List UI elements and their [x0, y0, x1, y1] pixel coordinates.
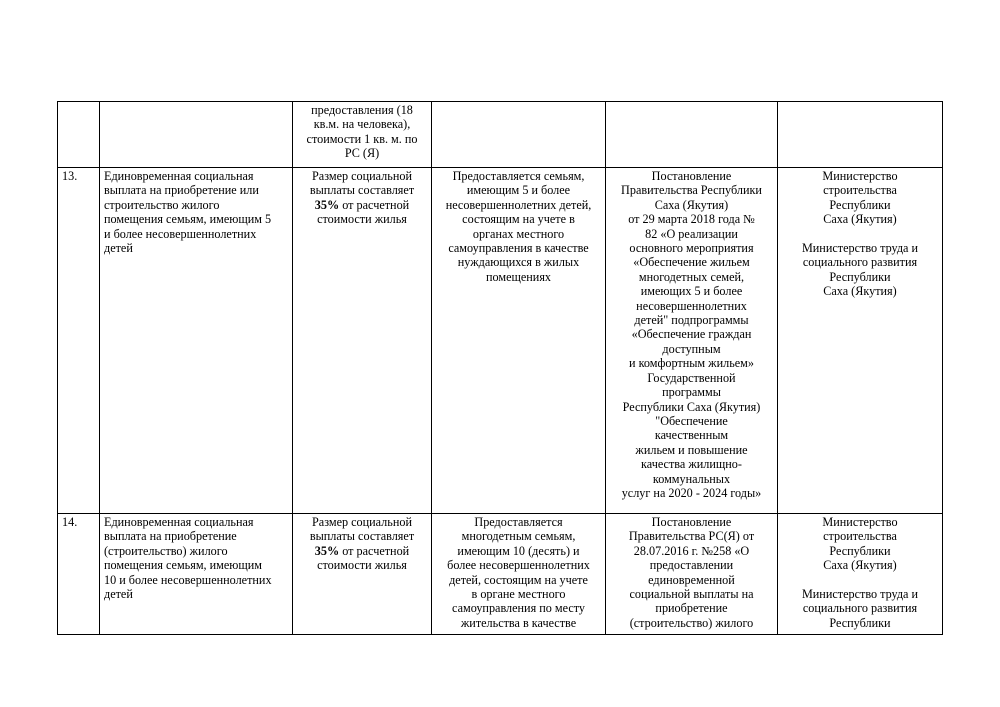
- cell-size: [293, 168, 432, 514]
- responsible-authority: Министерство строительства Республики Саха (Якутия) Министерство труда и социального развития Республики: [801, 515, 919, 630]
- cell-authority: [778, 514, 943, 635]
- benefit-size-percent: 35%: [314, 543, 340, 558]
- cell-size: [293, 102, 432, 168]
- benefit-conditions: Предоставляется семьям, имеющим 5 и более несовершеннолетних детей, состоящим на учете в органах местного самоуправления в качестве нуждающихся в жилых помещениях: [445, 169, 592, 284]
- benefits-table: [57, 101, 943, 635]
- cell-act: [606, 168, 778, 514]
- responsible-authority: Министерство строительства Республики Саха (Якутия) Министерство труда и социального развития Республики Саха (Якутия): [801, 169, 919, 299]
- cell-act: [606, 102, 778, 168]
- benefit-size-text-end: от расчетной стоимости жилья: [317, 197, 410, 227]
- benefit-name: Единовременная социальная выплата на приобретение (строительство) жилого помещения семьям, имеющим 10 и более несовершеннолетних детей: [104, 515, 272, 602]
- cell-size: [293, 514, 432, 635]
- benefit-size-text: Размер социальной выплаты составляет: [309, 515, 415, 544]
- legal-act: Постановление Правительства РС(Я) от 28.07.2016 г. №258 «О предоставлении единовременной социальной выплаты на приобретение (строительство) жилого: [628, 515, 755, 630]
- cell-number: [58, 168, 100, 514]
- cell-conditions: [432, 102, 606, 168]
- cell-authority: [778, 102, 943, 168]
- row-number: 13.: [62, 169, 78, 183]
- cell-size-text: предоставления (18 кв.м. на человека), стоимости 1 кв. м. по РС (Я): [306, 103, 418, 161]
- legal-act: Постановление Правительства Республики Саха (Якутия) от 29 марта 2018 года № 82 «О реализации основного мероприятия «Обеспечение жильем многодетных семей, имеющих 5 и более несовершеннолетних детей" подпрограммы «Обеспечение граждан доступным и комфортным жильем» Государственной программы Республики Саха (Якутия) "Обеспечение качественным жильем и повышение качества жилищно- коммунальных услуг на 2020 - 2024 годы»: [621, 169, 762, 500]
- table-row: [58, 168, 943, 514]
- table-row: [58, 514, 943, 635]
- cell-number: [58, 514, 100, 635]
- row-number: 14.: [62, 515, 78, 529]
- benefit-conditions: Предоставляется многодетным семьям, имеющим 10 (десять) и более несовершеннолетних детей, состоящим на учете в органе местного самоуправления по месту жительства в качестве: [447, 515, 590, 630]
- cell-conditions: [432, 514, 606, 635]
- cell-name: [100, 168, 293, 514]
- benefit-name: Единовременная социальная выплата на приобретение или строительство жилого помещения семьям, имеющим 5 и более несовершеннолетних детей: [104, 169, 272, 256]
- benefit-size-text: Размер социальной выплаты составляет: [309, 169, 415, 198]
- benefit-size-percent: 35%: [314, 197, 340, 212]
- cell-conditions: [432, 168, 606, 514]
- cell-number: [58, 102, 100, 168]
- cell-name: [100, 514, 293, 635]
- cell-name: [100, 102, 293, 168]
- table-row-continuation: [58, 102, 943, 168]
- cell-authority: [778, 168, 943, 514]
- cell-act: [606, 514, 778, 635]
- benefit-size-text-end: от расчетной стоимости жилья: [317, 543, 410, 573]
